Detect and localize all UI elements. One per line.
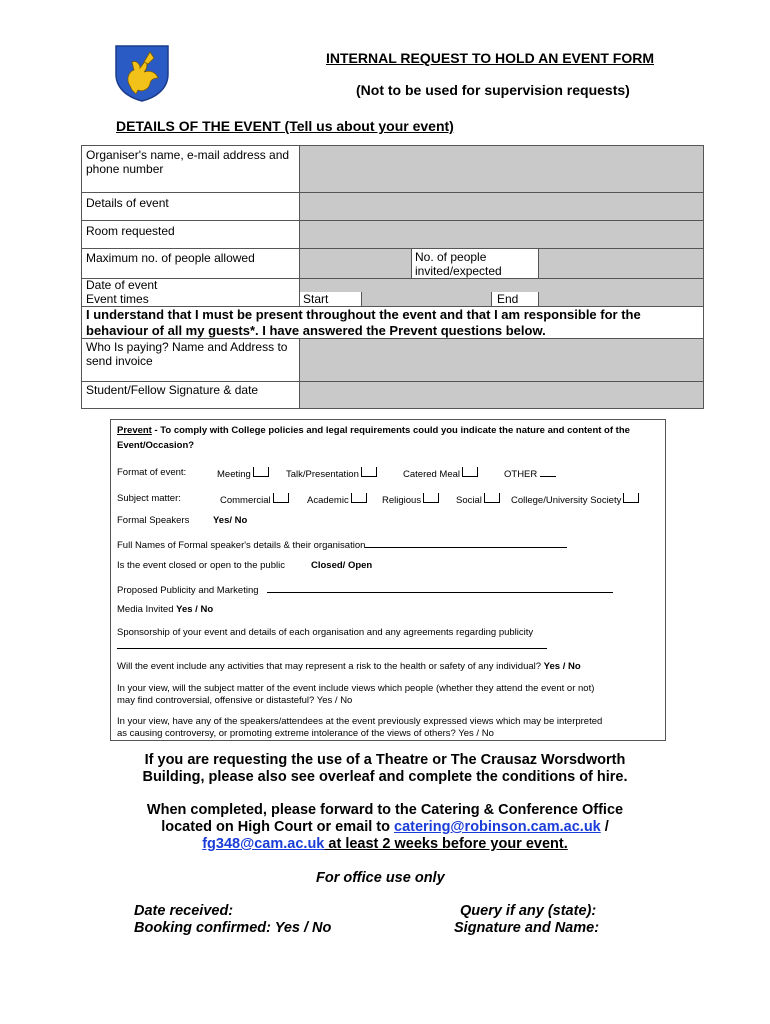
publicity-row — [117, 583, 613, 597]
start-time-field[interactable] — [361, 292, 491, 306]
format-talk-checkbox[interactable] — [361, 467, 377, 477]
subject-option-religious-label: Religious — [382, 495, 422, 506]
format-catered-checkbox[interactable] — [462, 467, 478, 477]
format-option-catered[interactable] — [403, 467, 478, 481]
subject-option-commercial[interactable] — [220, 493, 289, 507]
sponsorship-label: Sponsorship of your event and details of each organisation and any agreements regarding publicity — [117, 627, 534, 638]
risk-row — [117, 661, 581, 673]
section-heading: DETAILS OF THE EVENT (Tell us about your event) — [116, 118, 454, 134]
catering-email-link[interactable]: catering@robinson.cam.ac.uk — [394, 819, 601, 835]
organiser-label: Organiser's name, e-mail address and phone number — [86, 148, 290, 176]
formal-speakers-label: Formal Speakers — [117, 515, 190, 526]
subject-option-academic-label: Academic — [307, 495, 349, 506]
forward-note-suffix: / — [600, 819, 609, 835]
media-value[interactable]: Yes / No — [176, 604, 214, 615]
speakers-line1: In your view, have any of the speakers/attendees at the event previously expressed views which may be interpreted — [117, 716, 603, 727]
end-time-field[interactable] — [538, 292, 703, 306]
subject-option-academic[interactable] — [307, 493, 367, 507]
risk-value[interactable]: Yes / No — [543, 661, 581, 672]
booking-confirmed-label: Booking confirmed: Yes / No — [134, 920, 332, 936]
form-subtitle: (Not to be used for supervision requests) — [356, 82, 630, 98]
college-crest-logo — [114, 44, 170, 102]
subject-commercial-checkbox[interactable] — [273, 493, 289, 503]
format-label: Format of event: — [117, 467, 187, 478]
format-option-talk-label: Talk/Presentation — [286, 469, 359, 480]
forward-note-line2 — [0, 819, 770, 836]
subject-option-society-label: College/University Society — [511, 495, 622, 506]
subject-academic-checkbox[interactable] — [351, 493, 367, 503]
prevent-heading — [117, 423, 657, 453]
organiser-field[interactable] — [299, 146, 703, 192]
invited-field[interactable] — [538, 249, 703, 278]
fg348-email-link[interactable]: fg348@cam.ac.uk — [202, 836, 325, 852]
room-field[interactable] — [299, 221, 703, 248]
sponsorship-field[interactable] — [117, 648, 547, 649]
speakers-line2: as causing controversy, or promoting extreme intolerance of the views of others? Yes / No — [117, 728, 494, 739]
media-label: Media Invited — [117, 604, 174, 615]
full-names-field[interactable] — [365, 538, 567, 548]
signature-field[interactable] — [299, 382, 703, 408]
format-meeting-checkbox[interactable] — [253, 467, 269, 477]
date-field[interactable] — [299, 279, 703, 292]
office-use-heading: For office use only — [316, 870, 445, 886]
format-option-meeting[interactable] — [217, 467, 269, 481]
details-field[interactable] — [299, 193, 703, 220]
format-option-other-label: OTHER — [504, 469, 538, 480]
office-signature-label: Signature and Name: — [454, 920, 600, 936]
paying-field[interactable] — [299, 339, 703, 381]
format-option-other[interactable] — [504, 467, 556, 481]
max-people-label: Maximum no. of people allowed — [86, 251, 255, 265]
signature-label: Student/Fellow Signature & date — [86, 383, 259, 397]
paying-label: Who Is paying? Name and Address to send invoice — [86, 340, 288, 368]
date-received-label: Date received: — [134, 903, 234, 919]
query-label: Query if any (state): — [460, 903, 597, 919]
format-option-meeting-label: Meeting — [217, 469, 251, 480]
forward-note-line1: When completed, please forward to the Catering & Conference Office — [146, 802, 624, 818]
subject-option-society[interactable] — [511, 493, 639, 507]
subject-option-religious[interactable] — [382, 493, 439, 507]
forward-note-prefix: located on High Court or email to — [161, 819, 395, 835]
start-label: Start — [303, 292, 329, 306]
publicity-label: Proposed Publicity and Marketing — [117, 585, 259, 596]
subject-society-checkbox[interactable] — [623, 493, 639, 503]
subject-option-commercial-label: Commercial — [220, 495, 271, 506]
prevent-heading-label: Prevent — [117, 425, 152, 436]
full-names-label: Full Names of Formal speaker's details & their organisation — [117, 540, 366, 551]
controversial-line2: may find controversial, offensive or distasteful? Yes / No — [117, 695, 353, 706]
prevent-heading-text: - To comply with College policies and legal requirements could you indicate the nature and content of the Event/Occasion? — [117, 425, 630, 451]
closed-open-value[interactable]: Closed/ Open — [311, 560, 373, 571]
invited-label: No. of people invited/expected — [415, 250, 502, 278]
closed-open-label: Is the event closed or open to the public — [117, 560, 285, 571]
formal-speakers-value[interactable]: Yes/ No — [213, 515, 248, 526]
room-label: Room requested — [86, 224, 175, 238]
controversial-line1: In your view, will the subject matter of the event include views which people (whether they attend the event or not) — [117, 683, 595, 694]
responsibility-statement: I understand that I must be present throughout the event and that I am responsible for the behaviour of all my guests*. I have answered the Prevent questions below. — [86, 307, 641, 338]
format-option-talk[interactable] — [286, 467, 377, 481]
details-label: Details of event — [86, 196, 169, 210]
subject-option-social[interactable] — [456, 493, 500, 507]
risk-label: Will the event include any activities that may represent a risk to the health or safety of any individual? — [117, 661, 542, 672]
subject-religious-checkbox[interactable] — [423, 493, 439, 503]
format-other-field[interactable] — [540, 467, 556, 477]
prevent-section — [110, 419, 666, 741]
full-names-row — [117, 538, 567, 552]
end-label: End — [497, 292, 519, 306]
form-title: INTERNAL REQUEST TO HOLD AN EVENT FORM — [326, 50, 654, 66]
format-option-catered-label: Catered Meal — [403, 469, 461, 480]
subject-label: Subject matter: — [117, 493, 181, 504]
times-label: Event times — [86, 292, 149, 306]
event-details-table — [81, 145, 704, 409]
theatre-note-line1: If you are requesting the use of a Theatre or The Crausaz Worsdworth — [144, 752, 626, 768]
date-label: Date of event — [86, 278, 158, 292]
subject-option-social-label: Social — [456, 495, 482, 506]
forward-note-line3 — [0, 836, 770, 853]
deadline-note: at least 2 weeks before your event. — [324, 836, 568, 852]
max-people-field[interactable] — [299, 249, 411, 278]
subject-social-checkbox[interactable] — [484, 493, 500, 503]
theatre-note-line2: Building, please also see overleaf and complete the conditions of hire. — [142, 769, 628, 785]
publicity-field[interactable] — [267, 583, 613, 593]
media-row — [117, 604, 213, 616]
